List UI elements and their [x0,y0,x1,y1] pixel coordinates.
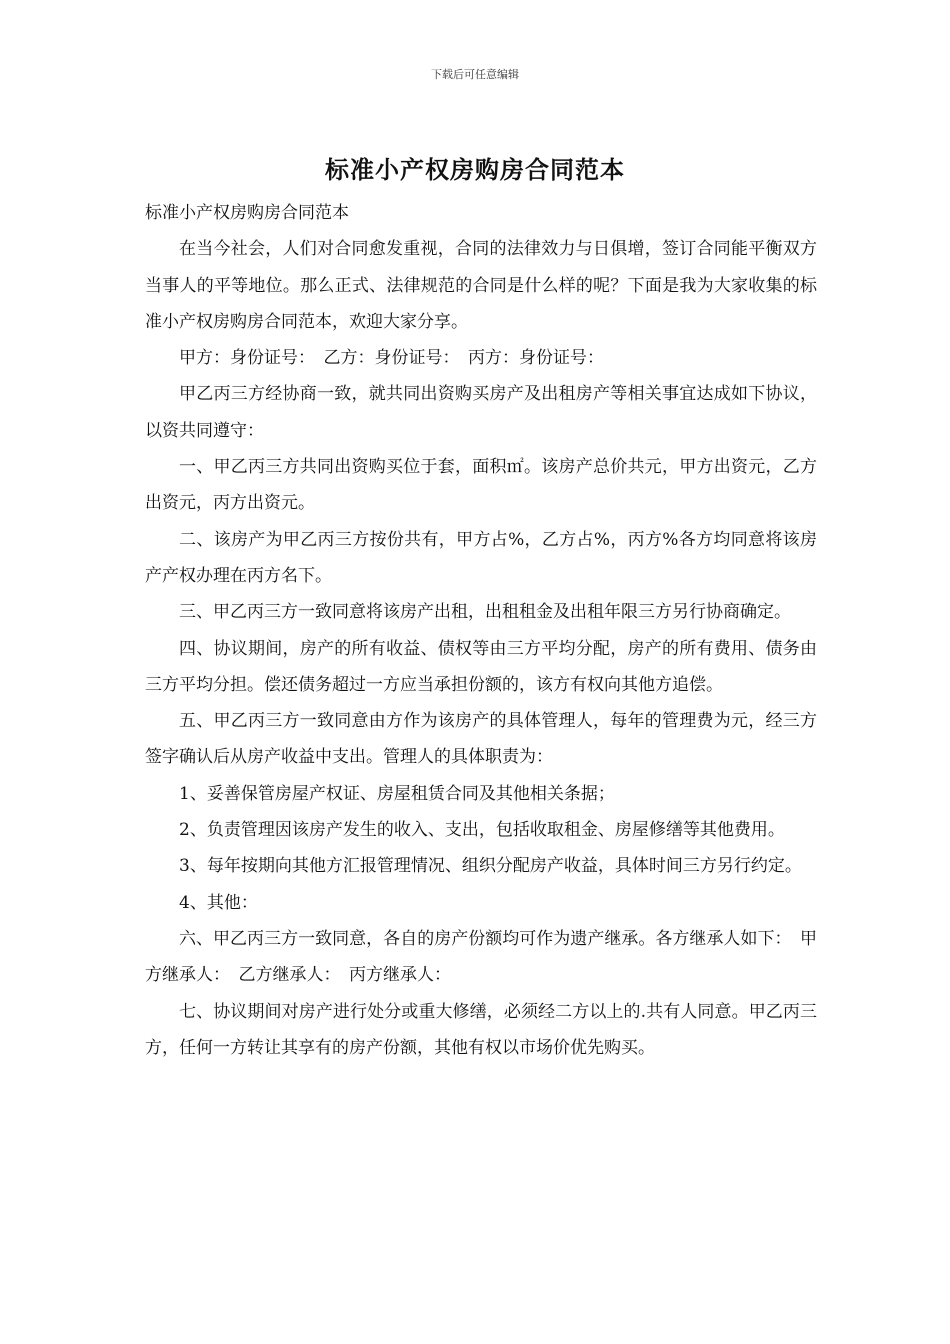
clause-1: 一、甲乙丙三方共同出资购买位于套，面积㎡。该房产总价共元，甲方出资元，乙方出资元，丙方出资元。 [145,457,817,514]
subtitle-paragraph: 标准小产权房购房合同范本 [145,203,349,223]
document-body [145,195,817,1066]
clause-5-item-4: 4、其他： [179,892,258,913]
clause-7: 七、协议期间对房产进行处分或重大修缮，必须经二方以上的.共有人同意。甲乙丙三方，任何一方转让其享有的房产份额，其他有权以市场价优先购买。 [145,1001,817,1058]
clause-4: 四、协议期间，房产的所有收益、债权等由三方平均分配，房产的所有费用、债务由三方平均分担。偿还债务超过一方应当承担份额的，该方有权向其他方追偿。 [145,638,817,695]
parties-paragraph: 甲方：身份证号： 乙方：身份证号： 丙方：身份证号： [179,348,604,369]
clause-5: 五、甲乙丙三方一致同意由方作为该房产的具体管理人，每年的管理费为元，经三方签字确认后从房产收益中支出。管理人的具体职责为： [145,711,817,768]
clause-5-item-3: 3、每年按期向其他方汇报管理情况、组织分配房产收益，具体时间三方另行约定。 [179,856,802,877]
clause-2: 二、该房产为甲乙丙三方按份共有，甲方占%，乙方占%，丙方%各方均同意将该房产产权办理在丙方名下。 [145,529,817,586]
header-note: 下载后可任意编辑 [431,68,519,81]
clause-6: 六、甲乙丙三方一致同意，各自的房产份额均可作为遗产继承。各方继承人如下： 甲方继承人： 乙方继承人： 丙方继承人： [145,928,817,986]
clause-5-item-1: 1、妥善保管房屋产权证、房屋租赁合同及其他相关条据； [179,783,615,804]
intro-paragraph: 在当今社会，人们对合同愈发重视，合同的法律效力与日俱增，签订合同能平衡双方当事人的平等地位。那么正式、法律规范的合同是什么样的呢？下面是我为大家收集的标准小产权房购房合同范本，欢迎大家分享。 [145,239,817,332]
agreement-preamble: 甲乙丙三方经协商一致，就共同出资购买房产及出租房产等相关事宜达成如下协议，以资共同遵守： [145,384,817,441]
document-title: 标准小产权房购房合同范本 [325,155,625,184]
clause-3: 三、甲乙丙三方一致同意将该房产出租，出租租金及出租年限三方另行协商确定。 [179,602,791,623]
clause-5-item-2: 2、负责管理因该房产发生的收入、支出，包括收取租金、房屋修缮等其他费用。 [179,820,785,841]
